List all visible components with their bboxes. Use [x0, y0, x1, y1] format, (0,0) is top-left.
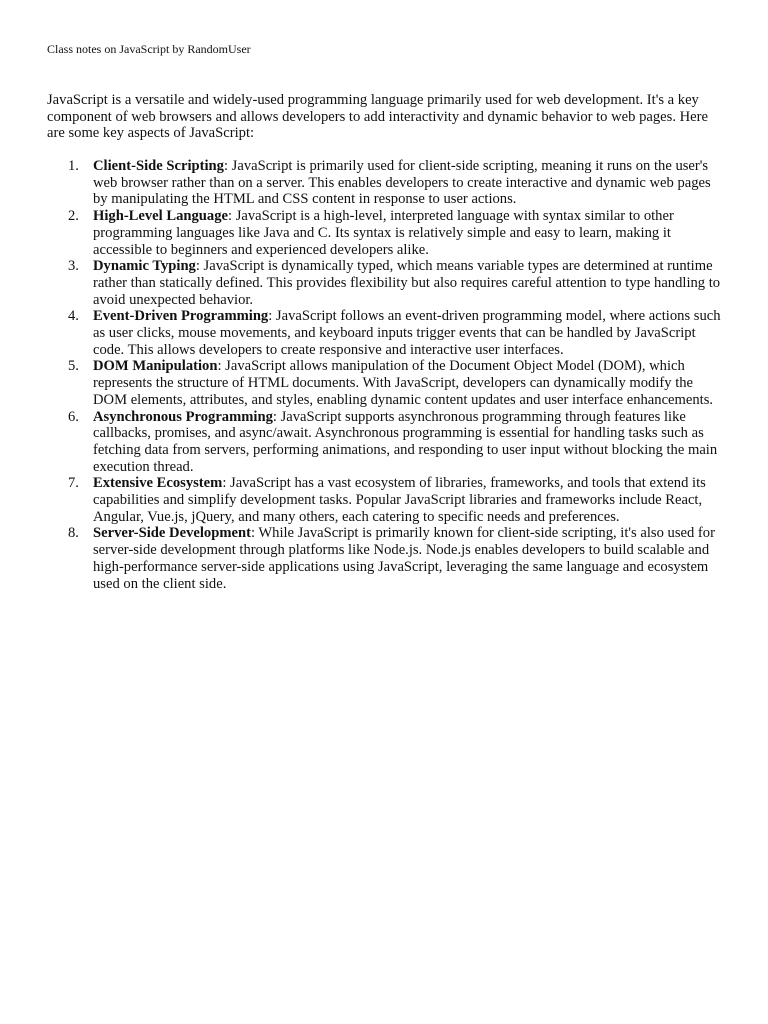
list-item-title: Server-Side Development	[93, 525, 251, 542]
list-item-number: 3.	[68, 258, 79, 275]
list-item-body: : JavaScript allows manipulation of the Document Object Model (DOM), which represents the structure of HTML documents. With JavaScript, developers can dynamically modify the DOM elements, attributes, and styles, enabling dynamic content updates and user interface enhancements.	[93, 358, 714, 408]
list-item	[47, 308, 727, 358]
list-item	[47, 158, 727, 208]
list-item	[47, 409, 727, 476]
list-item-title: Dynamic Typing	[93, 258, 196, 275]
list-item-body: : While JavaScript is primarily known for client-side scripting, it's also used for server-side development through platforms like Node.js. Node.js enables developers to build scalable and high-performance server-side applications using JavaScript, leveraging the same language and ecosystem used on the client side.	[93, 525, 715, 592]
list-item-body: : JavaScript supports asynchronous programming through features like callbacks, promises, and async/await. Asynchronous programming is essential for handling tasks such as fetching data from servers, performing animations, and responding to user input without blocking the main execution thread.	[93, 408, 718, 475]
list-item-body: : JavaScript follows an event-driven programming model, where actions such as user clicks, mouse movements, and keyboard inputs trigger events that can be handled by JavaScript code. This allows developers to create responsive and interactive user interfaces.	[93, 308, 721, 358]
list-item-title: High-Level Language	[93, 208, 228, 225]
list-item	[47, 475, 727, 525]
list-item	[47, 258, 727, 308]
list-item-title: DOM Manipulation	[93, 358, 218, 375]
list-item	[47, 358, 727, 408]
list-item	[47, 525, 727, 592]
list-item-body: : JavaScript has a vast ecosystem of libraries, frameworks, and tools that extend its capabilities and simplify development tasks. Popular JavaScript libraries and frameworks include React, Angular, Vue.js, jQuery, and many others, each catering to specific needs and preferences.	[93, 475, 706, 525]
list-item-number: 7.	[68, 475, 79, 492]
list-item-number: 1.	[68, 158, 79, 174]
list-item-number: 8.	[68, 525, 79, 542]
list-item	[47, 208, 727, 258]
list-item-title: Extensive Ecosystem	[93, 475, 223, 492]
list-item-number: 5.	[68, 358, 79, 375]
list-item-number: 4.	[68, 308, 79, 325]
intro-paragraph: JavaScript is a versatile and widely-used programming language primarily used for web development. It's a key component of web browsers and allows developers to add interactivity and dynamic behavior to web pages. Here are some key aspects of JavaScript:	[47, 92, 708, 142]
list-item-body: : JavaScript is a high-level, interpreted language with syntax similar to other programming languages like Java and C. Its syntax is relatively simple and easy to learn, making it accessible to beginners and experienced developers alike.	[93, 208, 674, 258]
list-item-body: : JavaScript is primarily used for client-side scripting, meaning it runs on the user's web browser rather than on a server. This enables developers to create interactive and dynamic web pages by manipulating the HTML and CSS content in response to user actions.	[93, 158, 711, 208]
key-aspects-list	[47, 158, 727, 592]
list-item-number: 2.	[68, 208, 79, 225]
list-item-body: : JavaScript is dynamically typed, which means variable types are determined at runtime rather than statically defined. This provides flexibility but also requires careful attention to type handling to avoid unexpected behavior.	[93, 258, 721, 308]
list-item-number: 6.	[68, 408, 79, 425]
list-item-title: Asynchronous Programming	[93, 408, 273, 425]
header-note: Class notes on JavaScript by RandomUser	[47, 42, 251, 56]
list-item-title: Client-Side Scripting	[93, 158, 224, 174]
list-item-title: Event-Driven Programming	[93, 308, 269, 325]
